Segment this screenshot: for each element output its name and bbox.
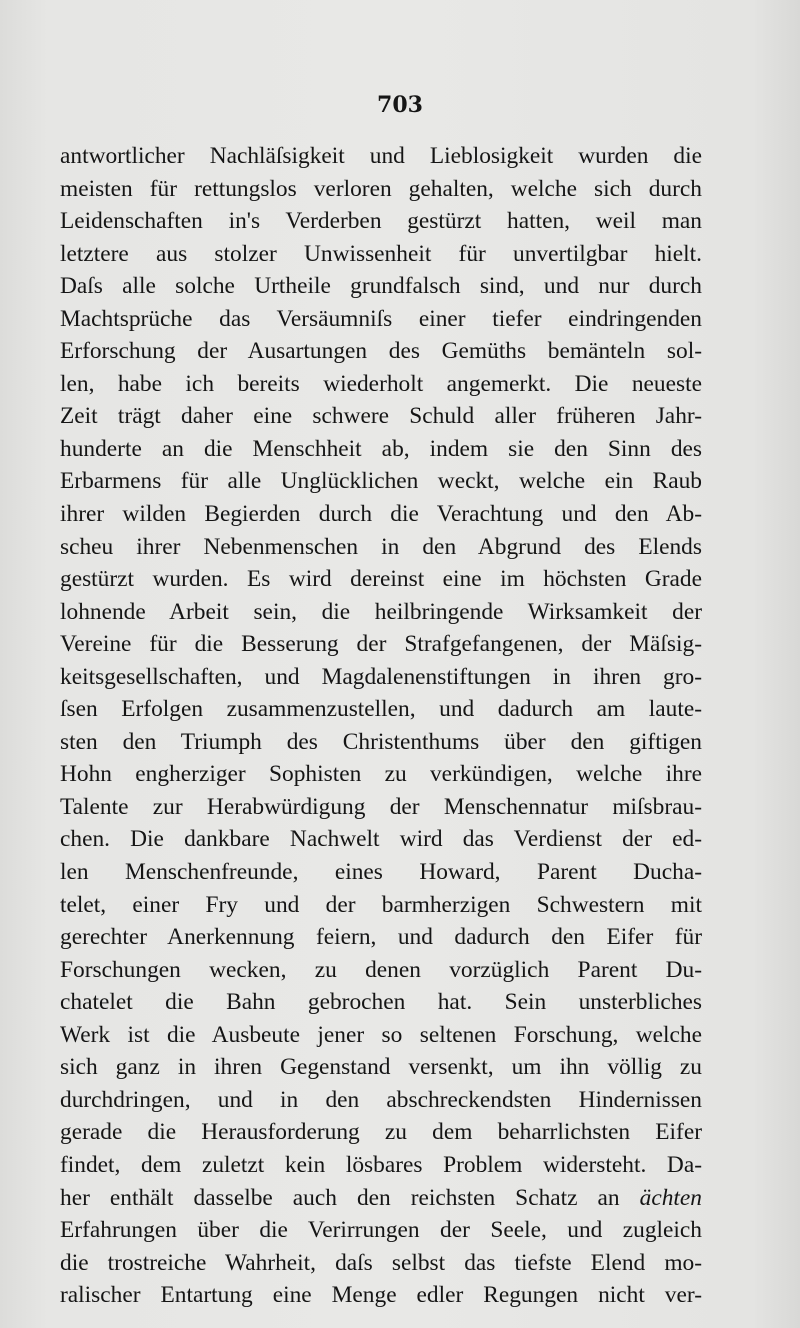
text-line: Erfahrungen über die Verirrungen der Seele, und zugleich (60, 1217, 702, 1244)
text-line: ihrer wilden Begierden durch die Verachtung und den Ab- (60, 501, 702, 528)
text-line: gerechter Anerkennung feiern, und dadurch den Eifer für (60, 924, 702, 951)
text-line: findet, dem zuletzt kein lösbares Problem widersteht. Da- (60, 1151, 702, 1178)
text-line: lohnende Arbeit sein, die heilbringende Wirksamkeit der (60, 598, 702, 625)
text-line: Werk ist die Ausbeute jener so seltenen Forschung, welche (60, 1021, 702, 1048)
body-text (60, 140, 702, 1312)
text-line: sich ganz in ihren Gegenstand versenkt, um ihn völlig zu (60, 1054, 702, 1081)
text-line: Erbarmens für alle Unglücklichen weckt, welche ein Raub (60, 468, 702, 495)
text-line: meisten für rettungslos verloren gehalten, welche sich durch (60, 175, 702, 202)
text-line: Zeit trägt daher eine schwere Schuld aller früheren Jahr- (60, 403, 702, 430)
text-line: len, habe ich bereits wiederholt angemerkt. Die neueste (60, 370, 702, 397)
text-line: chatelet die Bahn gebrochen hat. Sein unsterbliches (60, 989, 702, 1016)
text-line: ſsen Erfolgen zusammenzustellen, und dadurch am laute- (60, 696, 702, 723)
text-line: durchdringen, und in den abschreckendsten Hindernissen (60, 1086, 702, 1113)
emphasis-word: ächten (639, 1184, 702, 1211)
page-number: 703 (377, 92, 423, 118)
text-line: ralischer Entartung eine Menge edler Regungen nicht ver- (60, 1282, 702, 1309)
text-line: die trostreiche Wahrheit, daſs selbst das tiefste Elend mo- (60, 1249, 702, 1276)
text-line: gestürzt wurden. Es wird dereinst eine im höchsten Grade (60, 566, 702, 593)
text-line: Hohn engherziger Sophisten zu verkündigen, welche ihre (60, 761, 702, 788)
text-line: her enthält dasselbe auch den reichsten Schatz an ächten (60, 1184, 702, 1211)
text-line: Machtsprüche das Versäumniſs einer tiefer eindringenden (60, 305, 702, 332)
text-line: len Menschenfreunde, eines Howard, Parent Ducha- (60, 859, 702, 886)
text-line: scheu ihrer Nebenmenschen in den Abgrund des Elends (60, 533, 702, 560)
text-line: Daſs alle solche Urtheile grundfalsch sind, und nur durch (60, 273, 702, 300)
text-line: Vereine für die Besserung der Strafgefangenen, der Mäſsig- (60, 631, 702, 658)
text-line: hunderte an die Menschheit ab, indem sie den Sinn des (60, 435, 702, 462)
text-line: Leidenschaften in's Verderben gestürzt hatten, weil man (60, 208, 702, 235)
text-line: gerade die Herausforderung zu dem beharrlichsten Eifer (60, 1119, 702, 1146)
text-line: Talente zur Herabwürdigung der Menschennatur miſsbrau- (60, 793, 702, 820)
text-line: letztere aus stolzer Unwissenheit für unvertilgbar hielt. (60, 240, 702, 267)
text-line: Forschungen wecken, zu denen vorzüglich Parent Du- (60, 956, 702, 983)
text-line: Erforschung der Ausartungen des Gemüths bemänteln sol- (60, 338, 702, 365)
text-line: sten den Triumph des Christenthums über den giftigen (60, 728, 702, 755)
text-line: keitsgesellschaften, und Magdalenenstiftungen in ihren gro- (60, 663, 702, 690)
text-line: chen. Die dankbare Nachwelt wird das Verdienst der ed- (60, 826, 702, 853)
text-line: telet, einer Fry und der barmherzigen Schwestern mit (60, 891, 702, 918)
text-line: antwortlicher Nachläſsigkeit und Lieblosigkeit wurden die (60, 143, 702, 169)
